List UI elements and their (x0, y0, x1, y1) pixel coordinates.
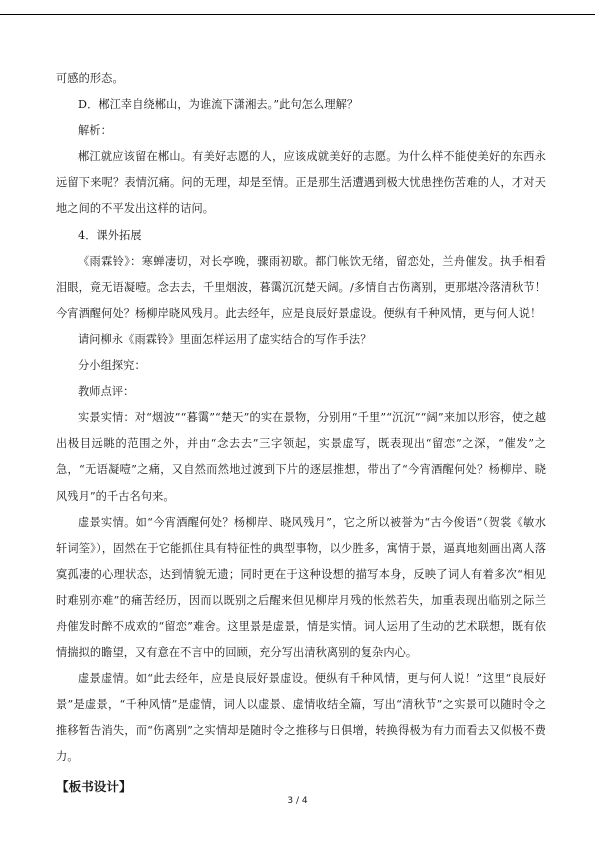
paragraph: 虚景虚情。如“此去经年，应是良辰好景虚设。便纵有千种风情，更与何人说！”这里“良辰好景”是虚景，“千种风情”是虚情，词人以虚景、虚情收结全篇，写出“清秋节”之实景可以随时令之推移暂告消失，而“伤离别”之实情却是随时令之推移与日俱增，转换得极为有力而看去又似极不费力。 (56, 672, 546, 764)
paragraph: 解析： (78, 124, 112, 138)
paragraph: 请问柳永《雨霖铃》里面怎样运用了虚实结合的写作手法？ (78, 332, 372, 346)
paragraph: 分小组探究： (78, 359, 146, 373)
paragraph: 4．课外拓展 (78, 228, 142, 242)
section-heading: 【板书设计】 (56, 778, 132, 794)
paragraph: 实景实情：对“烟波”“暮霭”“楚天”的实在景物，分别用“千里”“沉沉”“阔”来加以形容，使之越出极目远眺的范围之外，并由“念去去”三字领起，实景虚写，既表现出“留恋”之深，“催发”之急，“无语凝噎”之痛，又自然而然地过渡到下片的逐层推想，带出了“今宵酒醒何处？杨柳岸、晓风残月”的千古名句来。 (56, 411, 546, 503)
paragraph: 《雨霖铃》：寒蝉凄切，对长亭晚，骤雨初歇。都门帐饮无绪，留恋处，兰舟催发。执手相看泪眼，竟无语凝噎。念去去，千里烟波，暮霭沉沉楚天阔。/多情自古伤离别，更那堪冷落清秋节！今宵酒醒何处？杨柳岸晓风残月。此去经年，应是良辰好景虚设。便纵有千种风情，更与何人说！ (56, 254, 546, 320)
page-number: 3 / 4 (287, 796, 308, 806)
paragraph: 虚景实情。如“今宵酒醒何处？杨柳岸、晓风残月”，它之所以被誉为“古今俊语”（贺裳《敏水轩词筌》），固然在于它能抓住具有特征性的典型事物，以少胜多，寓情于景，逼真地刻画出离人落寞孤凄的心理状态，达到情貌无遗；同时更在于这种设想的描写本身，反映了词人有着多次“相见时难别亦难”的痛苦经历，因而以既别之后醒来但见柳岸月残的怅然若失，加重表现出临别之际兰舟催发时醉不成欢的“留恋”难舍。这里景是虚景，情是实情。词人运用了生动的艺术联想，既有依情揣拟的瞻望，又有意在不言中的回顾，充分写出清秋离别的复杂内心。 (56, 515, 546, 660)
document-body (56, 66, 546, 801)
header-rule (0, 14, 595, 15)
paragraph: 教师点评： (78, 385, 135, 399)
paragraph: 郴江就应该留在郴山。有美好志愿的人，应该成就美好的志愿。为什么样不能使美好的东西永远留下来呢？表情沉痛。问的无理，却是至情。正是那生活遭遇到极大忧患挫伤苦难的人，才对天地之间的不平发出这样的诘问。 (56, 150, 546, 216)
paragraph: 可感的形态。 (56, 72, 124, 85)
paragraph: D．郴江幸自绕郴山，为谁流下潇湘去。”此句怎么理解？ (78, 98, 359, 112)
